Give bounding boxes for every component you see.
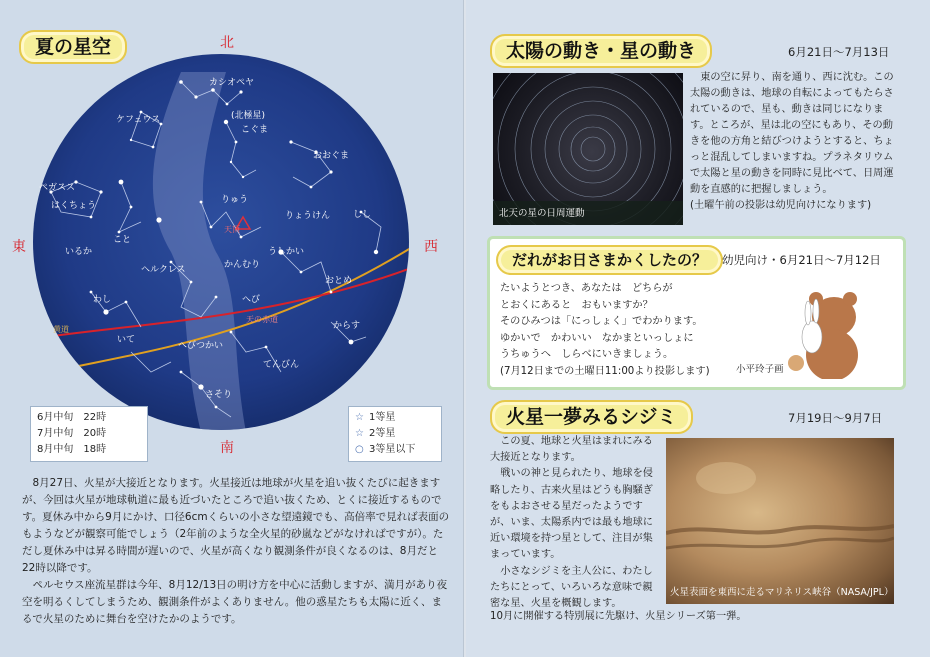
label-celestial-equator: 天の赤道 (246, 315, 278, 324)
star-trails-caption: 北天の星の日周運動 (499, 208, 585, 219)
label-zenith: 天頂 (224, 225, 240, 234)
label-cassiopeia: カシオペヤ (209, 78, 255, 88)
south-label: 南 (220, 440, 234, 456)
kids-program-box (487, 236, 906, 390)
note: (土曜午前の投影は幼児向けになります) (690, 200, 872, 211)
left-page (0, 0, 464, 657)
label-ophiuchus: へびつかい (178, 341, 224, 351)
label-polaris: (北極星) (231, 111, 266, 121)
text-line: ゆかいで かわいい なかまといっしょに (500, 332, 694, 344)
label-draco: りゅう (221, 195, 249, 205)
text-line: たいようとつき、あなたは どちらが (500, 283, 673, 294)
label-ursa-major: おおぐま (313, 151, 350, 161)
label-cepheus: ケフェウス (116, 115, 161, 125)
sun-star-motion-title: 太陽の動き・星の動き (490, 34, 712, 68)
paragraph: この夏、地球と火星はまれにみる大接近となります。 (490, 436, 653, 464)
star-trails-photo (493, 73, 683, 225)
north-label: 北 (220, 35, 234, 51)
kids-program-title: だれがお日さまかくしたの？ (496, 245, 723, 275)
text-line: とおくにあると おもいますか？ (500, 299, 653, 311)
circle-icon: ○ (355, 444, 364, 455)
time-row: 8月中旬 18時 (37, 444, 107, 455)
label-ursa-minor: こぐま (241, 125, 269, 135)
star-icon: ☆ (355, 412, 364, 423)
mars-section (466, 394, 930, 657)
observation-times (30, 406, 148, 462)
star-chart-svg (31, 52, 411, 432)
label-aquila: わし (93, 295, 112, 305)
time-row: 7月中旬 20時 (37, 428, 107, 439)
illustrator-credit: 小平玲子画 (736, 364, 784, 375)
summer-sky-title: 夏の星空 (19, 30, 127, 64)
label-lynx: りょうけん (285, 211, 331, 221)
text-line: (7月12日までの土曜日11:00より投影します) (500, 365, 710, 377)
paragraph: 8月27日、火星が大接近となります。火星接近は地球が火星を追い抜くたびに起きますが、今回は火星が地球軌道に最も近づいたところで追い抜くため、とくに接近するものです。夏休み中から9月にかけ、口径6cmくらいの小さな望遠鏡でも、高倍率で見れば表面のもようなどが観察可能でしょう（2年前のような全火星的砂嵐などがなければですが）。ただし夏休み中は昇る時間が遅いので、火星が高くなり観測条件が良くなるのは、8月だと22時以降です。 (22, 477, 450, 574)
label-hercules: ヘルクレス (141, 265, 186, 275)
mars-photo (666, 438, 894, 604)
paragraph: 戦いの神と見られたり、地球を侵略したり、古来火星はどうも胸騒ぎをもよおさせる星だったようですが、いま、太陽系内では最も地球に近い環境を持つ星として、注目が集まっています。 (490, 468, 653, 561)
star-trails-art (493, 73, 683, 225)
label-serpens: へび (242, 295, 261, 305)
label-lyra: こと (113, 235, 132, 245)
time-row: 6月中旬 22時 (37, 412, 107, 423)
east-label: 東 (12, 239, 26, 255)
label-pegasus: ペガスス (39, 183, 76, 193)
kids-program-text (500, 281, 740, 380)
kids-program-date: 幼児向け・6月21日～7月12日 (722, 253, 881, 267)
label-libra: てんびん (263, 360, 300, 370)
label-bootes: うしかい (268, 247, 305, 257)
label-ecliptic: 黄道 (53, 325, 69, 334)
label-cygnus: はくちょう (51, 201, 97, 211)
label-virgo: おとめ (325, 276, 353, 286)
mars-text (490, 434, 662, 612)
paragraph: ペルセウス座流星群は今年、8月12/13日の明け方を中心に活動しますが、満月があり夜空を明るくしてしまうため、観測条件がよくありません。他の惑星たちも太陽に近く、まるで火星のために舞台を空けたかのようです。 (22, 579, 448, 625)
magnitude-legend (348, 406, 442, 462)
mars-photo-caption: 火星表面を東西に走るマリネリス峡谷（NASA/JPL） (670, 587, 894, 598)
text-line: そのひみつは「にっしょく」でわかります。 (500, 316, 703, 327)
label-dolphin: いるか (65, 247, 93, 257)
text-line: うちゅうへ しらべにいきましょう。 (500, 349, 674, 360)
west-label: 西 (424, 239, 438, 255)
mars-surface-art (666, 438, 894, 604)
star-chart (31, 52, 411, 432)
magnitude-row: ☆ 2等星 (355, 426, 435, 442)
magnitude-row: ☆ 1等星 (355, 410, 435, 426)
sun-star-motion-text (690, 70, 896, 214)
mars-footer: 10月に開催する特別展に先駆け、火星シリーズ第一弾。 (490, 611, 747, 622)
sun-star-motion-date: 6月21日～7月13日 (788, 45, 890, 59)
paragraph: 小さなシジミを主人公に、わたしたちにとって、いろいろな意味で親密な星、火星を概観します。 (490, 565, 653, 610)
mars-date: 7月19日～9月7日 (788, 411, 883, 425)
magnitude-row: ○ 3等星以下 (355, 442, 435, 458)
label-corona: かんむり (224, 260, 261, 270)
label-sagittarius: いて (117, 335, 136, 345)
left-article (22, 475, 450, 628)
paragraph: 東の空に昇り、南を通り、西に沈む。この太陽の動きは、地球の自転によってもたらされているので、星も、動きは同じになります。ところが、星は北の空にもあり、その動きを他の方角と結びつけようとすると、ちょっと混乱してしまいますね。プラネタリウムで太陽と星の動きを同時に見比べて、日周運動を直感的に把握しましょう。 (690, 72, 894, 195)
label-corvus: からす (333, 321, 361, 331)
bear-rabbit-illustration (732, 277, 872, 379)
mars-title: 火星一夢みるシジミ (490, 400, 693, 434)
label-leo: しし (353, 210, 372, 220)
star-icon: ☆ (355, 428, 364, 439)
label-scorpius: さそり (205, 390, 233, 400)
